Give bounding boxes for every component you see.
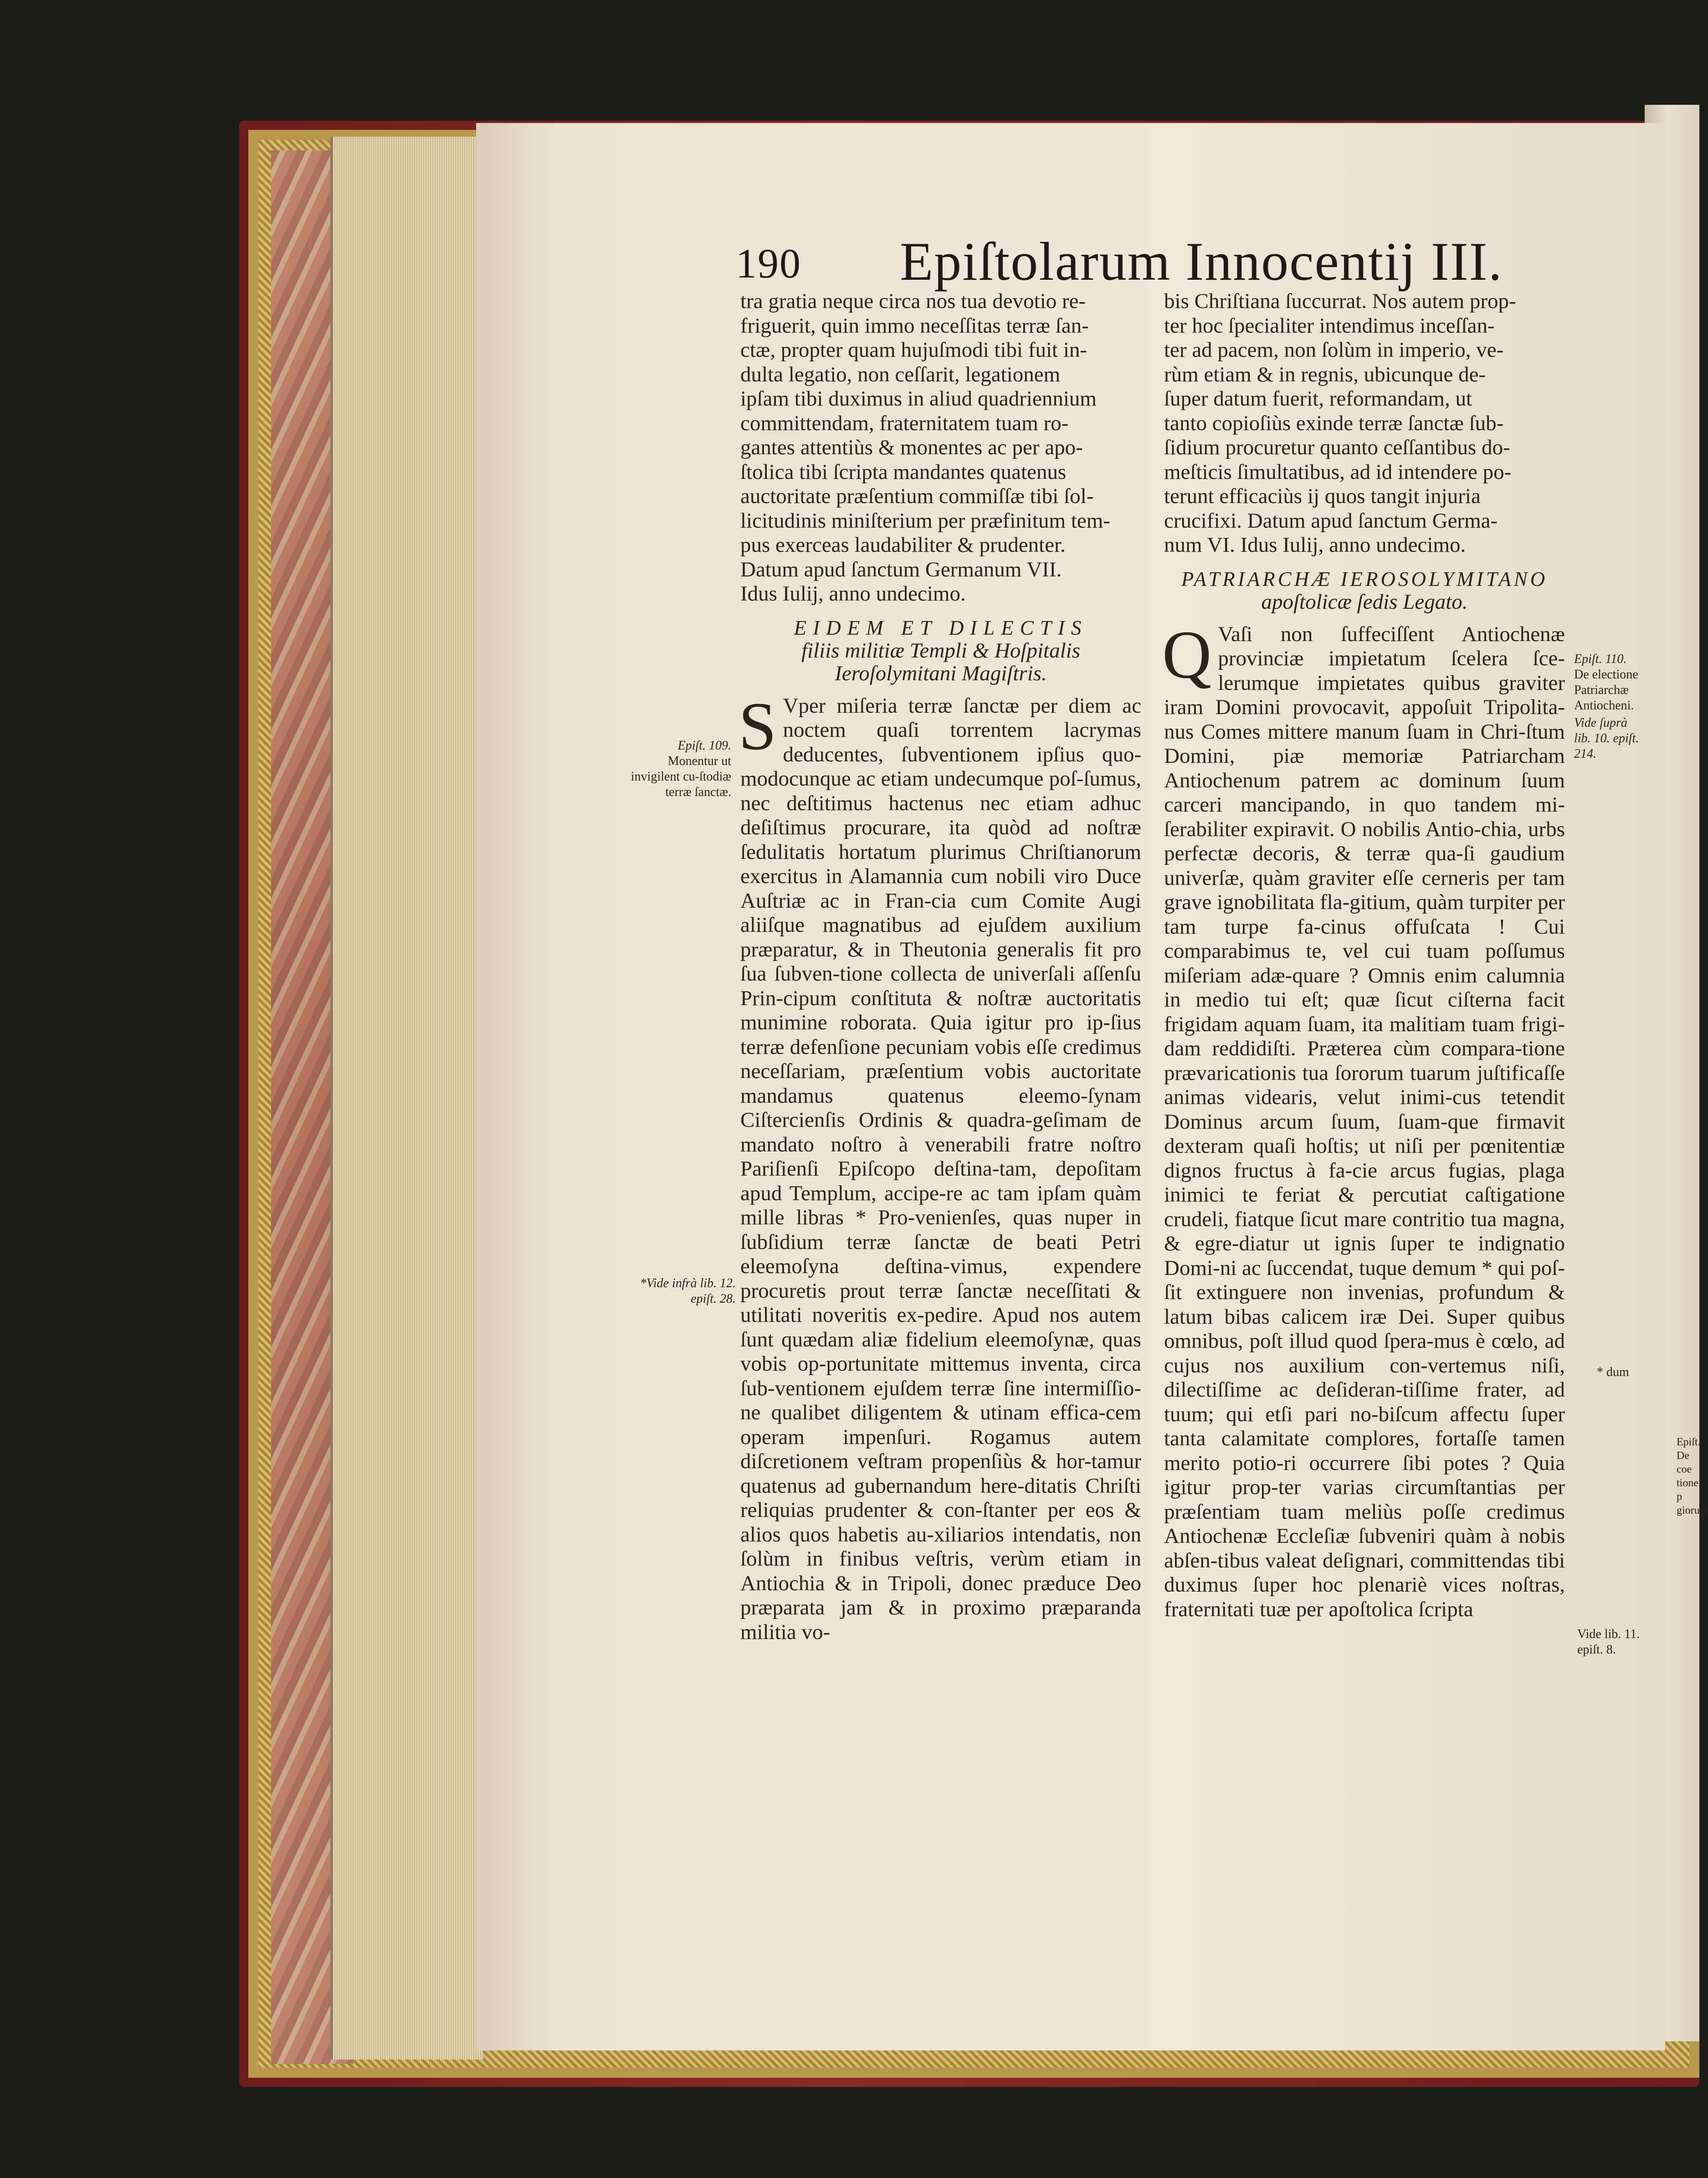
text-line: ter ad pacem, non ſolùm in imperio, ve- <box>1164 338 1504 362</box>
text-line: gantes attentiùs & monentes ac per apo- <box>740 436 1083 459</box>
text-line: num VI. Idus Iulij, anno undecimo. <box>1164 533 1466 557</box>
text-line: tanto copioſiùs exinde terræ ſanctæ ſub- <box>1164 411 1504 435</box>
address-line: apoſtolicæ ſedis Legato. <box>1261 590 1468 614</box>
margin-note-ref: Epiſt. 109. <box>677 739 731 753</box>
left-column <box>740 289 1141 1644</box>
text-line: meſticis ſimultatibus, ad id intendere po- <box>1164 460 1512 484</box>
text-line: friguerit, quin immo neceſſitas terræ ſan- <box>740 313 1089 338</box>
margin-note-dum <box>1597 1365 1647 1380</box>
drop-capital: Q <box>1162 616 1212 693</box>
text-line: tra gratia neque circa nos tua devotio re- <box>740 289 1086 313</box>
letter-body <box>739 688 1141 1645</box>
margin-note-ref: Vide lib. 11. epiſt. 8. <box>1577 1627 1640 1657</box>
text-line: ſtolica tibi ſcripta mandantes quatenus <box>740 460 1067 484</box>
margin-note-epist-110 <box>1574 652 1642 762</box>
text-line: ſuper datum fuerit, reformandam, ut <box>1164 387 1472 411</box>
text-line: crucifixi. Datum apud ſanctum Germa- <box>1164 509 1498 533</box>
text-line: bis Chriſtiana ſuccurrat. Nos autem prop- <box>1164 289 1516 313</box>
text-line: ſidium procuretur quanto ceſſantibus do- <box>1164 436 1510 459</box>
letter-text: Vaſi non ſuffeciſſent Antiochenæ provinciæ impietatum ſcelera ſce-lerumque impietates quibus graviter iram Domini provocavit, appoſuit Tripolita-nus Comes mittere manum ſuam in Chri-ſtum Domini, piæ memoriæ Patriarcham Antiochenum patrem ac dominum ſuum carceri mancipando, in quo tandem mi-ſerabiliter expiravit. O nobilis Antio-chia, urbs perfectæ decoris, & terræ qua-ſi gaudium univerſæ, quàm graviter eſſe cerneris per tam grave ignobilitata fla-gitium, quàm turpiter per tam turpe fa-cinus offuſcata ! Cui comparabimus te, vel cui tuam poſſumus miſeriam adæ-quare ? Omnis enim calumnia in medio tui eſt; quæ ſicut ciſterna facit frigidam aquam ſuam, ita malitiam tuam frigi-dam reddidiſti. Præterea cùm compara-tione prævaricationis tua ſororum tuarum juſtificaſſe animas videaris, velut inimi-cus tetendit Dominus arcum ſuum, ſuam-que firmavit dexteram quaſi hoſtis; ut niſi per pœnitentiæ dignos fructus à fa-cie arcus fugias, plaga inimici te feriat & percutiat caſtigatione crudeli, fiatque ſicut mare contritio tua magna, & egre-diatur ut ignis ſuper te indignatio Domi-ni ac ſuccendat, tuque demum * qui poſ-ſit extinguere non invenias, profundum & latum bibas calicem iræ Dei. Super quibus omnibus, poſt illud quod ſpera-mus è cœlo, ad cujus nos auxilium con-vertemus niſi, dilectiſſime ac deſideran-tiſſime frater, ad tuum; qui etſi pari no-biſcum affectu ſuper tanta calamitate complores, fortaſſe tamen merito potio-ri occurrere ſibi potes ? Quia igitur prop-ter varias circumſtantias per præſentiam tuam meliùs poſſe credimus Antiochenæ Eccleſiæ ſubveniri quàm à nobis abſen-tibus valeat deſignari, committendas tibi duximus ſuper hoc plenariè vices noſtras, fraternitati tuæ per apoſtolica ſcripta <box>1164 622 1565 1621</box>
text-line: ter hoc ſpecialiter intendimus inceſſan- <box>1164 313 1495 338</box>
margin-note-vide-infra <box>636 1276 736 1307</box>
margin-note-ref: *Vide infrà lib. 12. epiſt. 28. <box>640 1276 736 1306</box>
right-column <box>1164 289 1565 1622</box>
text-line: Idus Iulij, anno undecimo. <box>740 582 966 606</box>
drop-capital: S <box>739 688 777 764</box>
letter-text: Vper miſeria terræ ſanctæ per diem ac noctem quaſi torrentem lacrymas deducentes, ſubventionem ipſius quo-modocunque ac etiam undecumque poſ-ſumus, nec deſtitimus hactenus nec etiam adhuc deſiſtimus procurare, ita quòd ad noſtræ ſedulitatis hortatum plurimus Chriſtianorum exercitus in Alamannia cum nobili viro Duce Auſtriæ ac in Fran-cia cum Comite Augi aliiſque magnatibus ad ejuſdem auxilium præparatur, & in Theutonia generalis fit pro ſua ſubven-tione collecta de univerſali aſſenſu Prin-cipum conſtituta & noſtræ auctoritatis munimine roborata. Quia igitur pro ip-ſius terræ defenſione pecuniam vobis eſſe credimus neceſſariam, præſentium vobis auctoritate mandamus quatenus eleemo-ſynam Ciſtercienſis Ordinis & quadra-geſimam de mandato noſtro à venerabili fratre noſtro Pariſienſi Epiſcopo deſtina-tam, depoſitam apud Templum, accipe-re ac tam ipſam quàm mille libras * Pro-venienſes, quas nuper in ſubſidium terræ ſanctæ de beati Petri eleemoſyna deſtina-vimus, expendere procuretis prout terræ ſanctæ neceſſitati & utilitati noveritis ex-pedire. Apud nos autem ſunt quædam aliæ fidelium eleemoſynæ, quas vobis op-portunitate mittemus inventa, circa ſub-ventionem ejuſdem terræ ſine intermiſſio-ne qualibet diligentem & utinam effica-cem operam impenſuri. Rogamus autem diſcretionem veſtram propenſiùs & hor-tamur quatenus ad gubernandum here-ditatis Chriſti reliquias prudenter & con-ſtanter per eos & alios quos habetis au-xiliarios intendatis, non ſolùm in finibus veſtris, verùm etiam in Antiochia & in Tripoli, donec præduce Deo præparata jam & in proximo præparanda militia vo- <box>740 693 1141 1644</box>
page-number: 190 <box>736 240 801 287</box>
text-line: terunt efficaciùs ij quos tangit injuria <box>1164 484 1481 508</box>
margin-note-ref: Vide ſuprà lib. 10. epiſt. 214. <box>1574 716 1639 761</box>
text-line: ctæ, propter quam hujuſmodi tibi fuit in- <box>740 338 1087 362</box>
letter-body <box>1162 616 1565 1622</box>
text-line: ipſam tibi duximus in aliud quadriennium <box>740 387 1097 411</box>
address-caps: PATRIARCHÆ IEROSOLYMITANO <box>1181 567 1548 591</box>
letter-address <box>1164 568 1565 613</box>
margin-note-ref: Epiſt. 110. <box>1574 652 1627 666</box>
text-line: auctoritate præſentium commiſſæ tibi ſol- <box>740 484 1094 508</box>
address-line: Ieroſolymitani Magiſtris. <box>835 661 1047 685</box>
running-title: Epiſtolarum Innocentij III. <box>900 231 1503 292</box>
page-header <box>736 230 1503 292</box>
text-line: Datum apud ſanctum Germanum VII. <box>740 557 1062 581</box>
text-line: licitudinis miniſterium per præfinitum tem- <box>740 509 1110 533</box>
text-line: committendam, fraternitatem tuam ro- <box>740 411 1069 435</box>
letter-address <box>740 616 1141 685</box>
text-line: rùm etiam & in regnis, ubicunque de- <box>1164 362 1486 386</box>
text-line: dulta legatio, non ceſſarit, legationem <box>740 362 1061 386</box>
page-edges <box>330 137 483 2060</box>
margin-note-epist-109 <box>629 738 731 800</box>
address-line: filiis militiæ Templi & Hoſpitalis <box>801 638 1080 663</box>
facing-page-margin-note: Epiſt. De coe tione p giorum <box>1677 1436 1708 1516</box>
text-line: pus exerceas laudabiliter & prudenter. <box>740 533 1066 557</box>
margin-note-summary: Monentur ut invigilent cu-ſtodiæ terræ ſanctæ. <box>631 754 731 799</box>
margin-note-summary: De electione Patriarchæ Antiocheni. <box>1574 668 1638 713</box>
address-caps: EIDEM ET DILECTIS <box>794 616 1088 639</box>
margin-note-text: * dum <box>1597 1365 1629 1379</box>
margin-note-vide-lib <box>1577 1627 1641 1658</box>
